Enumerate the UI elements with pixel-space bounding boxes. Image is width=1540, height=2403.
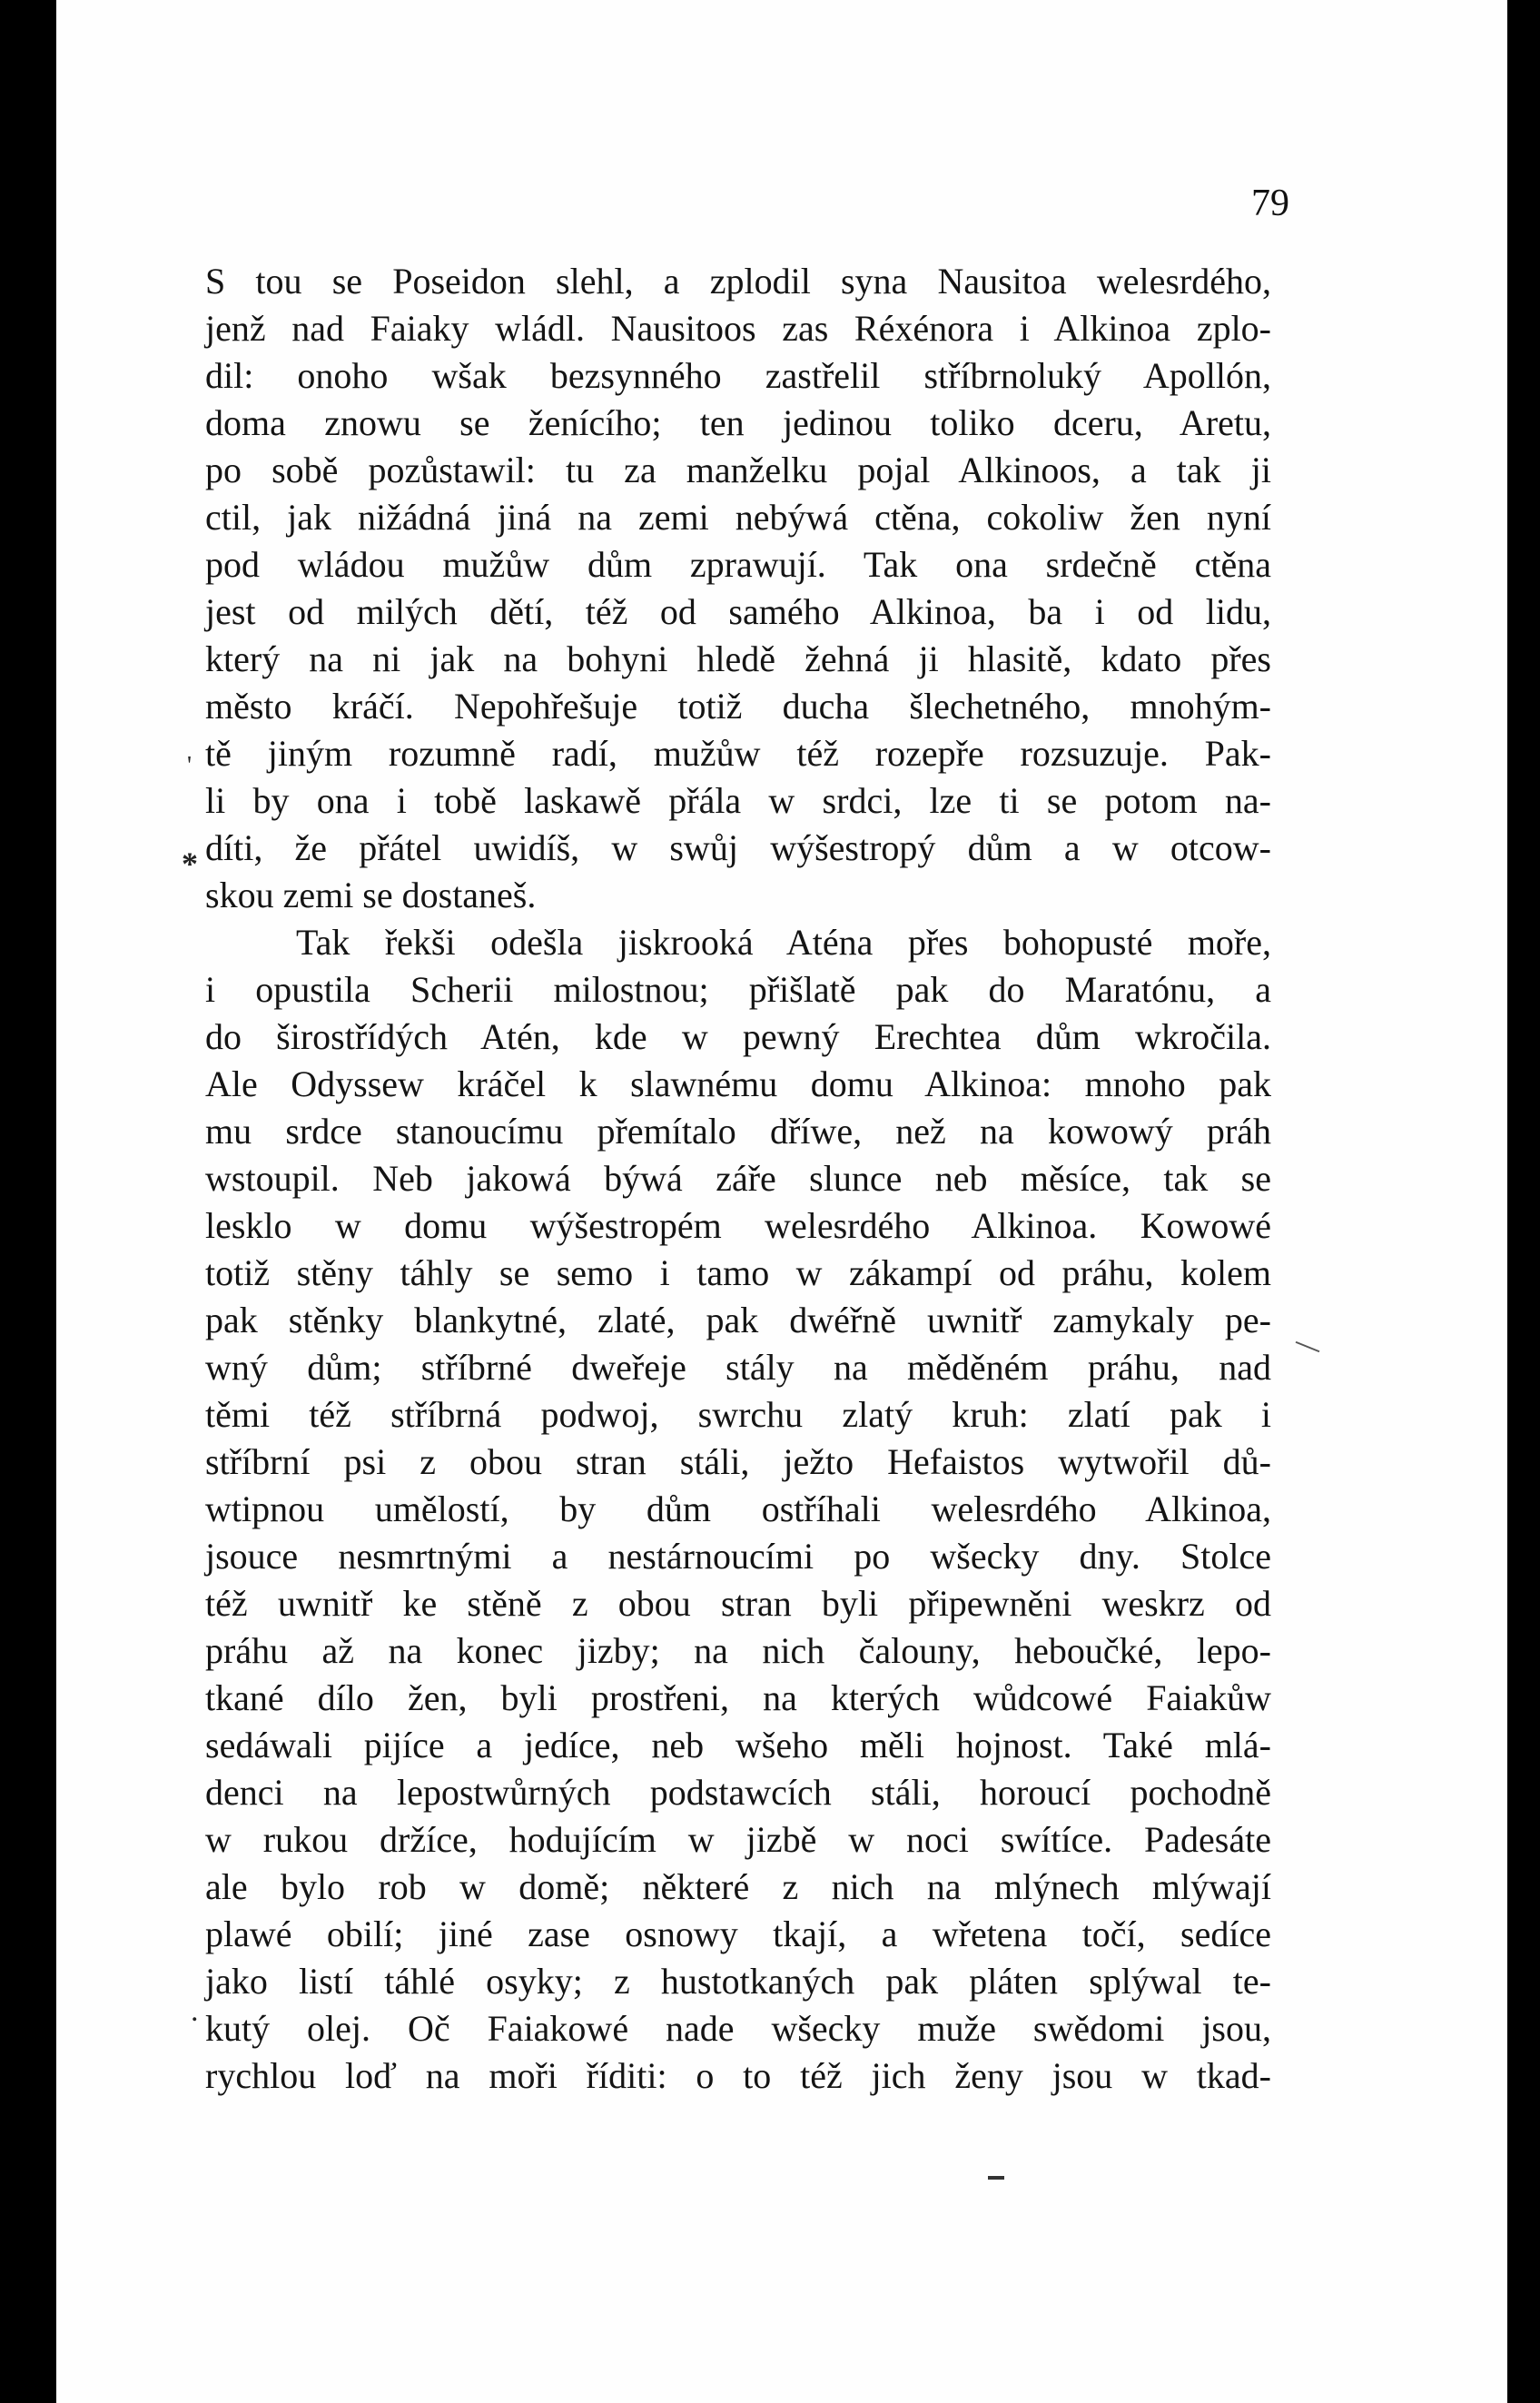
text-line-13: díti, že přátel uwidíš, w swůj wýšestropý dům a w otcow- <box>205 827 1271 868</box>
text-line-28: jsouce nesmrtnými a nestárnoucími po wšecky dny. Stolce <box>205 1536 1271 1577</box>
text-line-10: město kráčí. Nepohřešuje totiž ducha šlechetného, mnohým- <box>205 686 1271 727</box>
text-line-36: plawé obilí; jiné zase osnowy tkají, a wřetena točí, sedíce <box>205 1914 1271 1954</box>
text-line-39: rychlou loď na moři říditi: o to též jich ženy jsou w tkad- <box>205 2055 1271 2096</box>
text-line-29: též uwnitř ke stěně z obou stran byli připewněni weskrz od <box>205 1583 1271 1624</box>
text-line-6: ctil, jak nižádná jiná na zemi nebýwá ctěna, cokoliw žen nyní <box>205 497 1271 538</box>
margin-mark: . <box>191 1994 199 2028</box>
text-line-12: li by ona i tobě laskawě přála w srdci, lze ti se potom na- <box>205 780 1271 821</box>
text-line-30: práhu až na konec jizby; na nich čalouny, heboučké, lepo- <box>205 1630 1271 1671</box>
text-line-24: wný dům; stříbrné dweřeje stály na měděném práhu, nad <box>205 1347 1271 1388</box>
text-line-31: tkané dílo žen, byli prostřeni, na kterých wůdcowé Faiakůw <box>205 1677 1271 1718</box>
text-line-16: i opustila Scherii milostnou; přišlatě pak do Maratónu, a <box>205 969 1271 1010</box>
text-line-34: w rukou držíce, hodujícím w jizbě w noci swítíce. Padesáte <box>205 1819 1271 1860</box>
text-line-23: pak stěnky blankytné, zlaté, pak dwéřně uwnitř zamykaly pe- <box>205 1300 1271 1340</box>
text-line-38: kutý olej. Oč Faiakowé nade wšecky muže swědomi jsou, <box>205 2008 1271 2049</box>
text-line-35: ale bylo rob w domě; některé z nich na mlýnech mlýwají <box>205 1866 1271 1907</box>
text-line-18: Ale Odyssew kráčel k slawnému domu Alkinoa: mnoho pak <box>205 1063 1271 1104</box>
text-line-4: doma znowu se ženícího; ten jedinou toliko dceru, Aretu, <box>205 402 1271 443</box>
text-line-20: wstoupil. Neb jakowá býwá záře slunce neb měsíce, tak se <box>205 1158 1271 1199</box>
text-line-1: S tou se Poseidon slehl, a zplodil syna Nausitoa welesrdého, <box>205 261 1271 302</box>
text-line-3: dil: onoho wšak bezsynného zastřelil stříbrnoluký Apollón, <box>205 355 1271 396</box>
text-line-26: stříbrní psi z obou stran stáli, ježto Hefaistos wytwořil dů- <box>205 1441 1271 1482</box>
margin-mark: ' <box>187 752 192 780</box>
text-line-15: Tak řekši odešla jiskrooká Aténa přes bohopusté moře, <box>296 922 1271 963</box>
text-line-7: pod wládou mužůw dům zprawují. Tak ona srdečně ctěna <box>205 544 1271 585</box>
text-line-32: sedáwali pijíce a jedíce, neb wšeho měli hojnost. Také mlá- <box>205 1725 1271 1765</box>
text-line-27: wtipnou umělostí, by dům ostříhali welesrdého Alkinoa, <box>205 1488 1271 1529</box>
text-line-19: mu srdce stanoucímu přemítalo dříwe, než na kowowý práh <box>205 1111 1271 1152</box>
page-number: 79 <box>1251 183 1289 224</box>
text-line-17: do širostřídých Atén, kde w pewný Erechtea dům wkročila. <box>205 1016 1271 1057</box>
text-line-25: těmi též stříbrná podwoj, swrchu zlatý kruh: zlatí pak i <box>205 1394 1271 1435</box>
text-line-8: jest od milých dětí, též od samého Alkinoa, ba i od lidu, <box>205 591 1271 632</box>
text-line-21: lesklo w domu wýšestropém welesrdého Alkinoa. Kowowé <box>205 1205 1271 1246</box>
text-line-37: jako listí táhlé osyky; z hustotkaných pak pláten splýwal te- <box>205 1961 1271 2002</box>
text-line-2: jenž nad Faiaky wládl. Nausitoos zas Réxénora i Alkinoa zplo- <box>205 308 1271 349</box>
text-line-14: skou zemi se dostaneš. <box>205 875 537 915</box>
text-line-9: který na ni jak na bohyni hledě žehná ji hlasitě, kdato přes <box>205 638 1271 679</box>
text-line-22: totiž stěny táhly se semo i tamo w zákampí od práhu, kolem <box>205 1252 1271 1293</box>
body-text <box>205 258 1271 2100</box>
text-line-5: po sobě pozůstawil: tu za manželku pojal Alkinoos, a tak ji <box>205 450 1271 490</box>
bottom-dash <box>988 2176 1004 2180</box>
text-line-33: denci na lepostwůrných podstawcích stáli, horoucí pochodně <box>205 1772 1271 1813</box>
text-line-11: tě jiným rozumně radí, mužůw též rozepře rozsuzuje. Pak- <box>205 733 1271 774</box>
margin-mark: * <box>182 846 198 882</box>
